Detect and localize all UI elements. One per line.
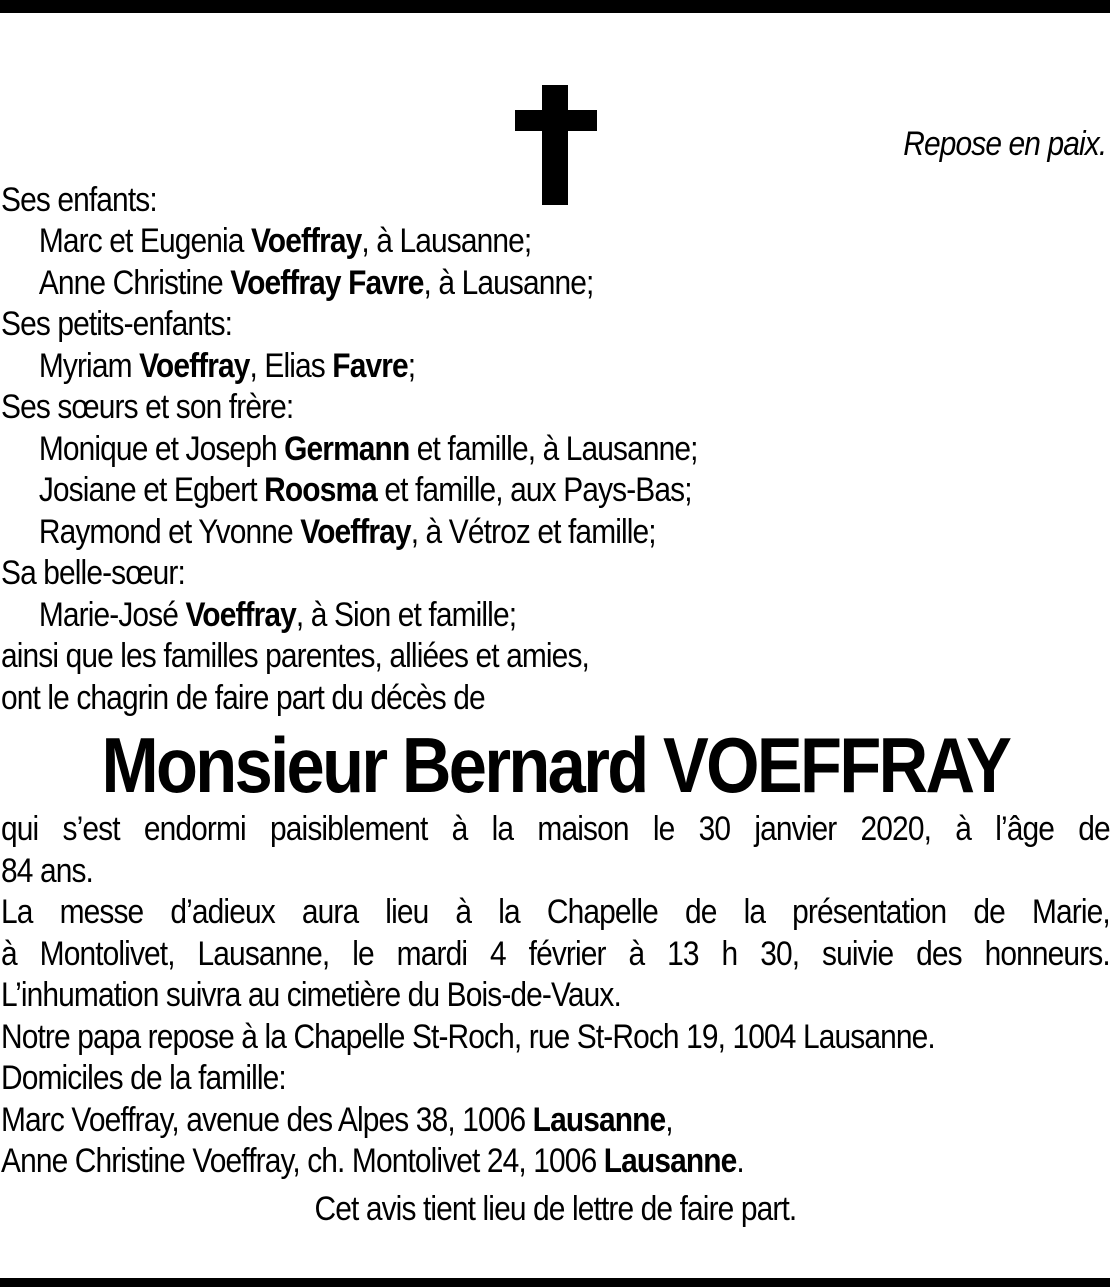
text-segment: Myriam	[38, 346, 140, 385]
notice-line	[1, 180, 1110, 222]
notice-line	[1, 1017, 1110, 1059]
bold-name-text: Lausanne	[532, 1100, 666, 1139]
closing-line: Cet avis tient lieu de lettre de faire part.	[314, 1189, 797, 1228]
text-segment: à Montolivet, Lausanne, le mardi 4 février à 13 h 30, suivie des honneurs.	[1, 934, 1110, 973]
deceased-name-title: Monsieur Bernard VOEFFRAY	[101, 721, 1010, 809]
notice-line	[1, 1100, 1110, 1142]
bold-name-text: Voeffray Favre	[230, 263, 424, 302]
notice-line	[1, 470, 1110, 512]
text-segment: Monique et Joseph	[38, 429, 285, 468]
text-segment: Ses enfants:	[1, 180, 157, 219]
bold-name-text: Voeffray	[185, 595, 296, 634]
family-list	[1, 180, 1110, 720]
bold-name-text: Lausanne	[603, 1142, 737, 1180]
notice-line	[1, 387, 1110, 429]
text-segment: et famille, à Lausanne;	[409, 429, 698, 468]
notice-line	[1, 636, 1110, 678]
notice-content	[1, 0, 1110, 1230]
text-segment: , Elias	[249, 346, 333, 385]
notice-line	[1, 595, 1110, 637]
epitaph-text: Repose en paix.	[903, 125, 1107, 163]
text-segment: Marie-José	[38, 595, 186, 634]
text-segment: ,	[665, 1100, 673, 1139]
text-segment: , à Sion et famille;	[295, 595, 517, 634]
text-segment: , à Vétroz et famille;	[410, 512, 656, 551]
text-segment: Ses petits-enfants:	[1, 305, 233, 343]
text-segment: L’inhumation suivra au cimetière du Bois-de-Vaux.	[1, 976, 621, 1014]
notice-line	[1, 1141, 1110, 1183]
text-segment: et famille, aux Pays-Bas;	[376, 471, 692, 509]
notice-line	[1, 678, 1110, 720]
text-segment: , à Lausanne;	[361, 222, 532, 260]
notice-line	[1, 346, 1110, 388]
notice-line	[1, 975, 1110, 1017]
text-segment: ;	[407, 346, 416, 385]
notice-line	[1, 892, 1110, 934]
notice-line	[1, 934, 1110, 976]
notice-line	[1, 304, 1110, 346]
bold-name-text: Voeffray	[250, 222, 362, 260]
text-segment: Sa belle-sœur:	[1, 554, 185, 592]
text-segment: qui s’est endormi paisiblement à la maison le 30 janvier 2020, à l’âge de	[1, 810, 1110, 848]
text-segment: Domiciles de la famille:	[1, 1059, 286, 1097]
text-segment: Anne Christine	[38, 263, 231, 302]
text-segment: Marc et Eugenia	[38, 222, 251, 260]
notice-line	[1, 263, 1110, 305]
body-text	[1, 809, 1110, 1183]
text-segment: Marc Voeffray, avenue des Alpes 38, 1006	[1, 1100, 533, 1139]
bold-name-text: Favre	[332, 346, 408, 385]
bold-name-text: Voeffray	[139, 346, 250, 385]
notice-line	[1, 851, 1110, 893]
notice-line	[1, 553, 1110, 595]
text-segment: Raymond et Yvonne	[38, 512, 301, 551]
text-segment: Josiane et Egbert	[38, 471, 265, 509]
notice-line	[1, 809, 1110, 851]
notice-line	[1, 512, 1110, 554]
notice-line	[1, 429, 1110, 471]
text-segment: La messe d’adieux aura lieu à la Chapelle de la présentation de Marie,	[1, 893, 1110, 931]
text-segment: ainsi que les familles parentes, alliées et amies,	[1, 637, 589, 675]
text-segment: ont le chagrin de faire part du décès de	[1, 678, 485, 717]
bold-name-text: Germann	[284, 429, 410, 468]
text-segment: , à Lausanne;	[423, 263, 594, 302]
notice-line	[1, 1058, 1110, 1100]
text-segment: 84 ans.	[1, 851, 93, 890]
bottom-rule	[0, 1278, 1110, 1287]
notice-line	[1, 221, 1110, 263]
text-segment: Ses sœurs et son frère:	[1, 388, 294, 426]
text-segment: Notre papa repose à la Chapelle St-Roch, rue St-Roch 19, 1004 Lausanne.	[1, 1017, 935, 1056]
text-segment: .	[736, 1142, 744, 1180]
text-segment: Anne Christine Voeffray, ch. Montolivet 24, 1006	[1, 1142, 604, 1180]
bold-name-text: Roosma	[264, 471, 377, 509]
bold-name-text: Voeffray	[300, 512, 411, 551]
